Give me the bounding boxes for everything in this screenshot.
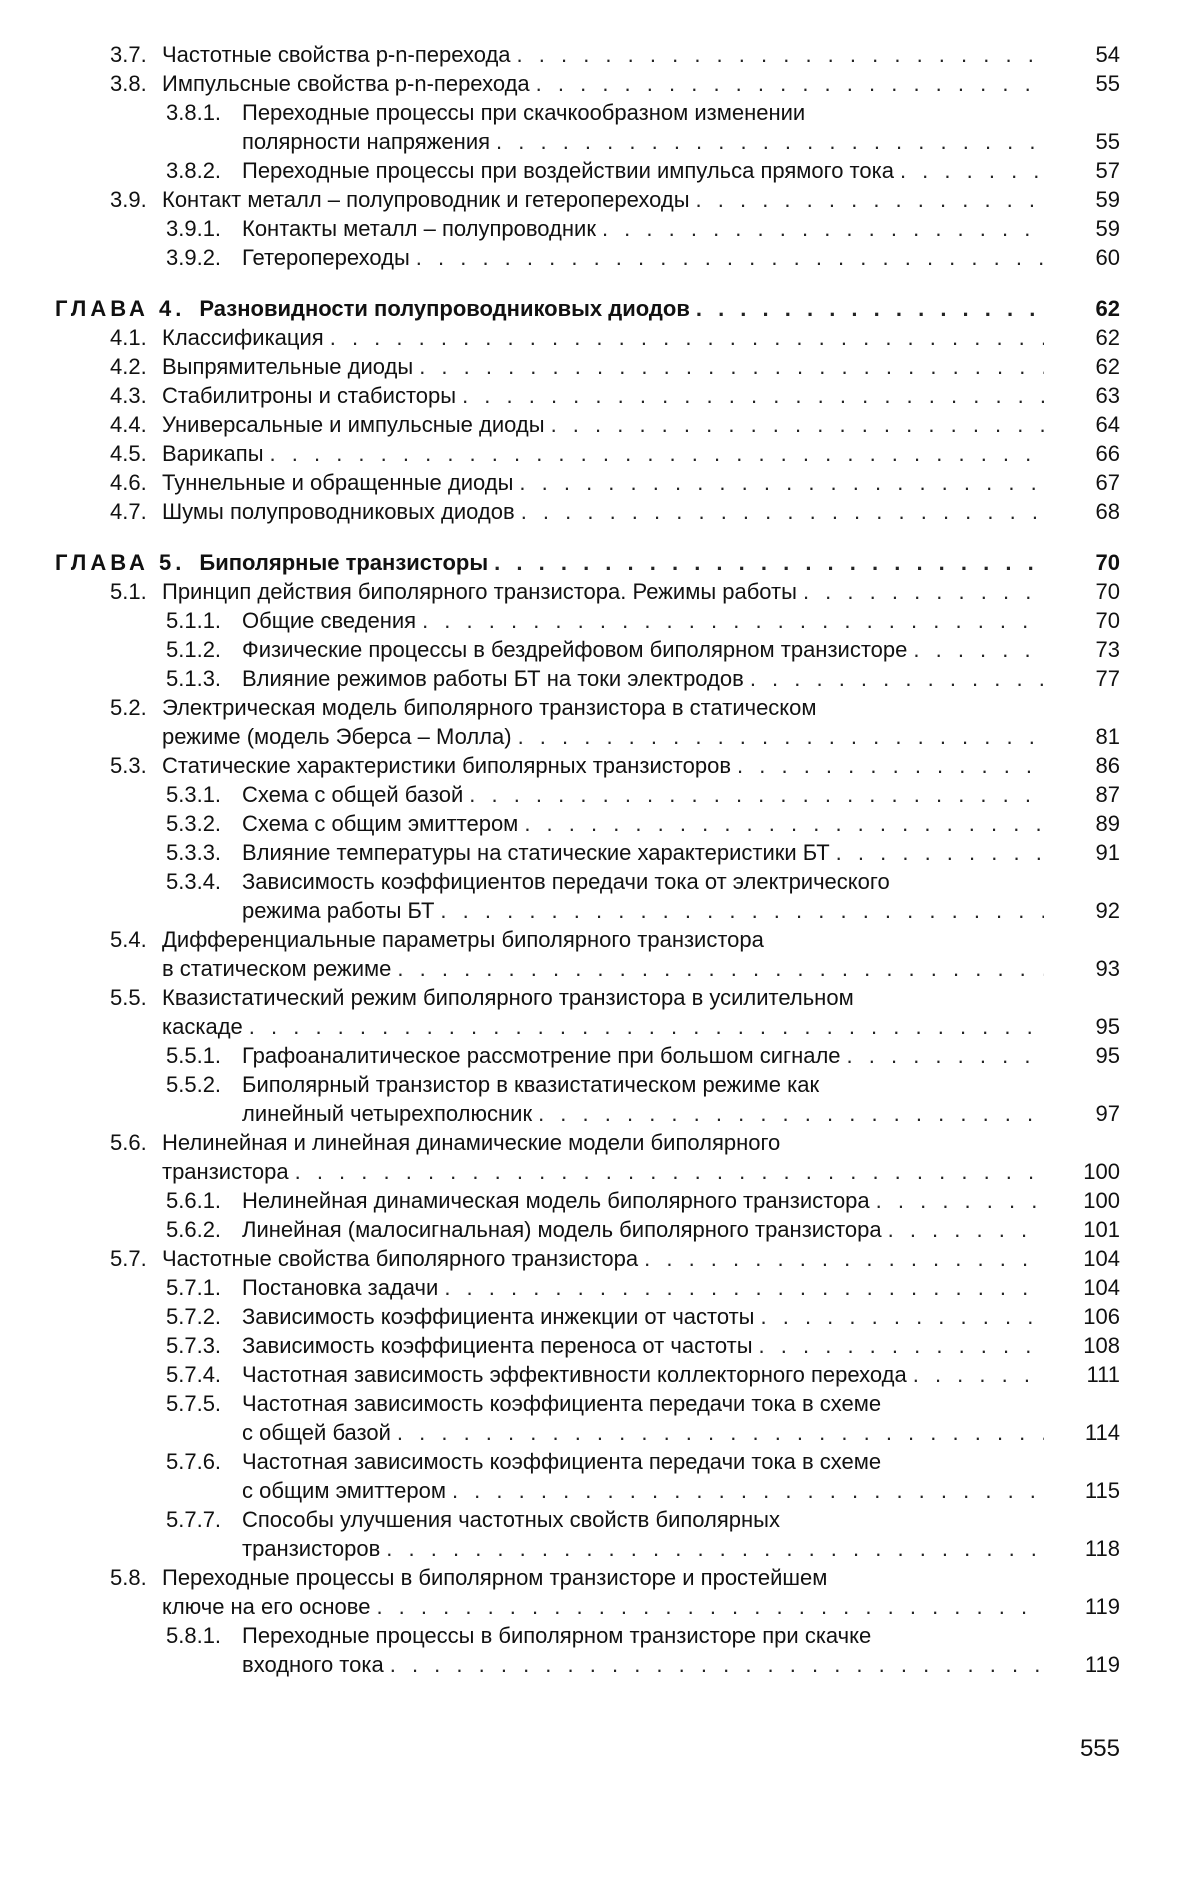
entry-page-number: 66 bbox=[1095, 441, 1120, 466]
page-number: 555 bbox=[1079, 1735, 1120, 1762]
toc-entry bbox=[0, 243, 1200, 272]
section-number: 4.4. bbox=[110, 412, 147, 437]
entry-page-number: 111 bbox=[1086, 1362, 1120, 1387]
section-number: 4.1. bbox=[110, 325, 147, 350]
toc-entry bbox=[0, 635, 1200, 664]
dot-leader bbox=[270, 439, 1044, 468]
section-number: 5.6.1. bbox=[166, 1188, 222, 1213]
section-title-line: Постановка задачи bbox=[242, 1275, 439, 1300]
toc-entry bbox=[0, 497, 1200, 526]
toc-entry bbox=[0, 1186, 1200, 1215]
section-title-line: Частотная зависимость коэффициента передачи тока в схеме bbox=[242, 1449, 882, 1474]
toc-entry bbox=[0, 156, 1200, 185]
toc-entry bbox=[0, 40, 1200, 69]
section-title-line: транзисторов bbox=[242, 1536, 381, 1561]
entry-page-number: 54 bbox=[1095, 42, 1120, 67]
toc-chapter-heading bbox=[0, 548, 1200, 577]
section-title-line: Графоаналитическое рассмотрение при большом сигнале bbox=[242, 1043, 841, 1068]
section-number: 5.2. bbox=[110, 695, 147, 720]
section-title-line: режима работы БТ bbox=[242, 898, 435, 923]
toc-entry bbox=[0, 1563, 1200, 1621]
section-title-line: Зависимость коэффициентов передачи тока от электрического bbox=[242, 869, 890, 894]
section-title-line: Зависимость коэффициента инжекции от частоты bbox=[242, 1304, 755, 1329]
section-number: 5.7.1. bbox=[166, 1275, 222, 1300]
section-number: 3.8.1. bbox=[166, 100, 222, 125]
section-title-line: Импульсные свойства p-n-перехода bbox=[162, 71, 530, 96]
dot-leader bbox=[496, 127, 1044, 156]
section-title-line: Переходные процессы при скачкообразном изменении bbox=[242, 100, 806, 125]
section-number: 3.8. bbox=[110, 71, 147, 96]
section-number: 4.7. bbox=[110, 499, 147, 524]
section-title-line: каскаде bbox=[162, 1014, 243, 1039]
dot-leader bbox=[494, 548, 1044, 577]
toc-entry bbox=[0, 693, 1200, 751]
entry-page-number: 67 bbox=[1095, 470, 1120, 495]
section-number: 5.1. bbox=[110, 579, 147, 604]
dot-leader bbox=[390, 1650, 1044, 1679]
dot-leader bbox=[551, 410, 1044, 439]
dot-leader bbox=[750, 664, 1044, 693]
chapter-title: Разновидности полупроводниковых диодов bbox=[199, 296, 690, 321]
dot-leader bbox=[759, 1331, 1044, 1360]
entry-page-number: 64 bbox=[1095, 412, 1120, 437]
toc-entry bbox=[0, 1244, 1200, 1273]
section-number: 5.5. bbox=[110, 985, 147, 1010]
section-title-line: Схема с общей базой bbox=[242, 782, 464, 807]
dot-leader bbox=[913, 1360, 1044, 1389]
toc-entry bbox=[0, 1331, 1200, 1360]
dot-leader bbox=[452, 1476, 1044, 1505]
section-title-line: транзистора bbox=[162, 1159, 289, 1184]
toc-entry bbox=[0, 838, 1200, 867]
dot-leader bbox=[469, 780, 1044, 809]
entry-page-number: 62 bbox=[1095, 296, 1120, 321]
entry-page-number: 77 bbox=[1095, 666, 1120, 691]
section-title-line: линейный четырехполюсник bbox=[242, 1101, 533, 1126]
section-title-line: Переходные процессы при воздействии импульса прямого тока bbox=[242, 158, 894, 183]
section-number: 4.6. bbox=[110, 470, 147, 495]
section-number: 5.6.2. bbox=[166, 1217, 222, 1242]
entry-page-number: 93 bbox=[1095, 956, 1120, 981]
section-title-line: Линейная (малосигнальная) модель биполярного транзистора bbox=[242, 1217, 882, 1242]
dot-leader bbox=[397, 954, 1044, 983]
section-number: 5.3.1. bbox=[166, 782, 222, 807]
entry-page-number: 73 bbox=[1095, 637, 1120, 662]
section-number: 5.5.2. bbox=[166, 1072, 222, 1097]
toc-entry bbox=[0, 1041, 1200, 1070]
section-title-line: Универсальные и импульсные диоды bbox=[162, 412, 545, 437]
chapter-number: ГЛАВА 4. bbox=[55, 296, 186, 321]
toc-chapter-heading bbox=[0, 294, 1200, 323]
section-number: 4.5. bbox=[110, 441, 147, 466]
toc-entry bbox=[0, 1447, 1200, 1505]
section-title-line: Биполярный транзистор в квазистатическом режиме как bbox=[242, 1072, 820, 1097]
entry-page-number: 60 bbox=[1095, 245, 1120, 270]
dot-leader bbox=[376, 1592, 1044, 1621]
entry-page-number: 100 bbox=[1083, 1159, 1120, 1184]
toc-entry bbox=[0, 1621, 1200, 1679]
toc-entry bbox=[0, 381, 1200, 410]
section-number: 3.7. bbox=[110, 42, 147, 67]
section-number: 3.9.1. bbox=[166, 216, 222, 241]
dot-leader bbox=[517, 40, 1044, 69]
section-number: 5.4. bbox=[110, 927, 147, 952]
entry-page-number: 97 bbox=[1095, 1101, 1120, 1126]
chapter-title: Биполярные транзисторы bbox=[199, 550, 489, 575]
section-number: 5.1.3. bbox=[166, 666, 222, 691]
section-title-line: Зависимость коэффициента переноса от частоты bbox=[242, 1333, 753, 1358]
section-number: 5.7.7. bbox=[166, 1507, 222, 1532]
dot-leader bbox=[249, 1012, 1044, 1041]
section-title-line: Схема с общим эмиттером bbox=[242, 811, 519, 836]
entry-page-number: 55 bbox=[1095, 129, 1120, 154]
toc-entry bbox=[0, 1505, 1200, 1563]
dot-leader bbox=[444, 1273, 1044, 1302]
section-number: 5.5.1. bbox=[166, 1043, 222, 1068]
section-title-line: с общей базой bbox=[242, 1420, 391, 1445]
toc-entry bbox=[0, 98, 1200, 156]
chapter-number: ГЛАВА 5. bbox=[55, 550, 186, 575]
dot-leader bbox=[519, 468, 1044, 497]
entry-page-number: 100 bbox=[1083, 1188, 1120, 1213]
section-number: 5.7. bbox=[110, 1246, 147, 1271]
dot-leader bbox=[876, 1186, 1044, 1215]
section-title-line: Переходные процессы в биполярном транзисторе и простейшем bbox=[162, 1565, 828, 1590]
entry-page-number: 62 bbox=[1095, 325, 1120, 350]
entry-page-number: 55 bbox=[1095, 71, 1120, 96]
toc-entry bbox=[0, 1070, 1200, 1128]
toc-entry bbox=[0, 1128, 1200, 1186]
toc-entry bbox=[0, 214, 1200, 243]
dot-leader bbox=[397, 1418, 1044, 1447]
section-title-line: Частотная зависимость эффективности коллекторного перехода bbox=[242, 1362, 907, 1387]
dot-leader bbox=[524, 809, 1044, 838]
dot-leader bbox=[419, 352, 1044, 381]
section-title-line: Классификация bbox=[162, 325, 324, 350]
toc-entry bbox=[0, 1273, 1200, 1302]
section-number: 3.8.2. bbox=[166, 158, 222, 183]
dot-leader bbox=[836, 838, 1044, 867]
entry-page-number: 119 bbox=[1084, 1594, 1120, 1619]
entry-page-number: 104 bbox=[1083, 1275, 1120, 1300]
section-number: 5.3.3. bbox=[166, 840, 222, 865]
section-title-line: входного тока bbox=[242, 1652, 384, 1677]
toc-entry bbox=[0, 867, 1200, 925]
entry-page-number: 81 bbox=[1095, 724, 1120, 749]
dot-leader bbox=[761, 1302, 1045, 1331]
section-title-line: Контакты металл – полупроводник bbox=[242, 216, 596, 241]
entry-page-number: 59 bbox=[1095, 216, 1120, 241]
section-title-line: Физические процессы в бездрейфовом биполярном транзисторе bbox=[242, 637, 908, 662]
section-title-line: режиме (модель Эберса – Молла) bbox=[162, 724, 512, 749]
entry-page-number: 91 bbox=[1095, 840, 1120, 865]
section-title-line: Стабилитроны и стабисторы bbox=[162, 383, 457, 408]
dot-leader bbox=[900, 156, 1044, 185]
dot-leader bbox=[803, 577, 1044, 606]
section-title-line: Варикапы bbox=[162, 441, 264, 466]
section-number: 4.2. bbox=[110, 354, 147, 379]
section-title-line: Общие сведения bbox=[242, 608, 417, 633]
section-number: 3.9.2. bbox=[166, 245, 222, 270]
section-number: 4.3. bbox=[110, 383, 147, 408]
toc-entry bbox=[0, 323, 1200, 352]
section-number: 5.3. bbox=[110, 753, 147, 778]
section-title-line: Частотные свойства p-n-перехода bbox=[162, 42, 511, 67]
toc-entry bbox=[0, 751, 1200, 780]
entry-page-number: 68 bbox=[1095, 499, 1120, 524]
dot-leader bbox=[521, 497, 1044, 526]
section-title-line: Переходные процессы в биполярном транзисторе при скачке bbox=[242, 1623, 872, 1648]
section-title-line: Частотная зависимость коэффициента передачи тока в схеме bbox=[242, 1391, 882, 1416]
toc-entry bbox=[0, 1302, 1200, 1331]
dot-leader bbox=[330, 323, 1044, 352]
entry-page-number: 114 bbox=[1084, 1420, 1120, 1445]
section-title-line: Влияние температуры на статические характеристики БТ bbox=[242, 840, 830, 865]
toc-entry bbox=[0, 410, 1200, 439]
section-title-line: Квазистатический режим биполярного транзистора в усилительном bbox=[162, 985, 854, 1010]
entry-page-number: 70 bbox=[1095, 579, 1120, 604]
section-title-line: Выпрямительные диоды bbox=[162, 354, 414, 379]
toc-entry bbox=[0, 983, 1200, 1041]
toc-entry bbox=[0, 468, 1200, 497]
entry-page-number: 118 bbox=[1084, 1536, 1120, 1561]
section-number: 5.7.2. bbox=[166, 1304, 222, 1329]
entry-page-number: 57 bbox=[1095, 158, 1120, 183]
toc-entry bbox=[0, 352, 1200, 381]
entry-page-number: 104 bbox=[1083, 1246, 1120, 1271]
section-number: 3.9. bbox=[110, 187, 147, 212]
entry-page-number: 95 bbox=[1095, 1043, 1120, 1068]
dot-leader bbox=[602, 214, 1044, 243]
toc-entry bbox=[0, 69, 1200, 98]
entry-page-number: 119 bbox=[1084, 1652, 1120, 1677]
section-title-line: Способы улучшения частотных свойств биполярных bbox=[242, 1507, 780, 1532]
entry-page-number: 59 bbox=[1095, 187, 1120, 212]
section-number: 5.8.1. bbox=[166, 1623, 222, 1648]
section-number: 5.3.2. bbox=[166, 811, 222, 836]
toc-entry bbox=[0, 809, 1200, 838]
dot-leader bbox=[440, 896, 1044, 925]
section-title-line: Электрическая модель биполярного транзистора в статическом bbox=[162, 695, 817, 720]
section-number: 5.7.5. bbox=[166, 1391, 222, 1416]
section-title-line: Шумы полупроводниковых диодов bbox=[162, 499, 515, 524]
section-number: 5.7.3. bbox=[166, 1333, 222, 1358]
entry-page-number: 95 bbox=[1095, 1014, 1120, 1039]
dot-leader bbox=[696, 294, 1044, 323]
section-title-line: в статическом режиме bbox=[162, 956, 392, 981]
toc-entry bbox=[0, 925, 1200, 983]
toc-entry bbox=[0, 185, 1200, 214]
section-number: 5.6. bbox=[110, 1130, 147, 1155]
entry-page-number: 86 bbox=[1095, 753, 1120, 778]
dot-leader bbox=[295, 1157, 1044, 1186]
section-title-line: Нелинейная и линейная динамические модели биполярного bbox=[162, 1130, 781, 1155]
dot-leader bbox=[696, 185, 1044, 214]
section-title-line: Принцип действия биполярного транзистора. Режимы работы bbox=[162, 579, 797, 604]
dot-leader bbox=[462, 381, 1044, 410]
toc-entry bbox=[0, 439, 1200, 468]
section-number: 5.1.2. bbox=[166, 637, 222, 662]
section-title-line: Нелинейная динамическая модель биполярного транзистора bbox=[242, 1188, 870, 1213]
dot-leader bbox=[422, 606, 1044, 635]
dot-leader bbox=[737, 751, 1044, 780]
dot-leader bbox=[888, 1215, 1044, 1244]
section-number: 5.3.4. bbox=[166, 869, 222, 894]
toc-entry bbox=[0, 606, 1200, 635]
entry-page-number: 108 bbox=[1083, 1333, 1120, 1358]
entry-page-number: 70 bbox=[1095, 550, 1120, 575]
entry-page-number: 62 bbox=[1095, 354, 1120, 379]
section-title-line: Дифференциальные параметры биполярного транзистора bbox=[162, 927, 764, 952]
toc-entry bbox=[0, 780, 1200, 809]
section-title-line: Контакт металл – полупроводник и гетеропереходы bbox=[162, 187, 690, 212]
section-number: 5.7.6. bbox=[166, 1449, 222, 1474]
dot-leader bbox=[518, 722, 1044, 751]
toc-entry bbox=[0, 664, 1200, 693]
section-number: 5.7.4. bbox=[166, 1362, 222, 1387]
section-number: 5.8. bbox=[110, 1565, 147, 1590]
entry-page-number: 63 bbox=[1095, 383, 1120, 408]
dot-leader bbox=[913, 635, 1044, 664]
dot-leader bbox=[416, 243, 1044, 272]
section-number: 5.1.1. bbox=[166, 608, 222, 633]
entry-page-number: 70 bbox=[1095, 608, 1120, 633]
section-title-line: Статические характеристики биполярных транзисторов bbox=[162, 753, 732, 778]
section-title-line: Влияние режимов работы БТ на токи электродов bbox=[242, 666, 744, 691]
entry-page-number: 92 bbox=[1095, 898, 1120, 923]
toc-entry bbox=[0, 1360, 1200, 1389]
entry-page-number: 87 bbox=[1095, 782, 1120, 807]
section-title-line: Гетеропереходы bbox=[242, 245, 410, 270]
dot-leader bbox=[847, 1041, 1044, 1070]
dot-leader bbox=[386, 1534, 1044, 1563]
entry-page-number: 89 bbox=[1095, 811, 1120, 836]
dot-leader bbox=[536, 69, 1044, 98]
dot-leader bbox=[538, 1099, 1044, 1128]
entry-page-number: 101 bbox=[1083, 1217, 1120, 1242]
entry-page-number: 115 bbox=[1084, 1478, 1120, 1503]
table-of-contents bbox=[0, 40, 1200, 1679]
section-title-line: Частотные свойства биполярного транзистора bbox=[162, 1246, 639, 1271]
entry-page-number: 106 bbox=[1083, 1304, 1120, 1329]
toc-entry bbox=[0, 1215, 1200, 1244]
section-title-line: ключе на его основе bbox=[162, 1594, 371, 1619]
section-title-line: с общим эмиттером bbox=[242, 1478, 446, 1503]
section-title-line: полярности напряжения bbox=[242, 129, 491, 154]
dot-leader bbox=[644, 1244, 1044, 1273]
section-title-line: Туннельные и обращенные диоды bbox=[162, 470, 514, 495]
toc-entry bbox=[0, 1389, 1200, 1447]
toc-entry bbox=[0, 577, 1200, 606]
